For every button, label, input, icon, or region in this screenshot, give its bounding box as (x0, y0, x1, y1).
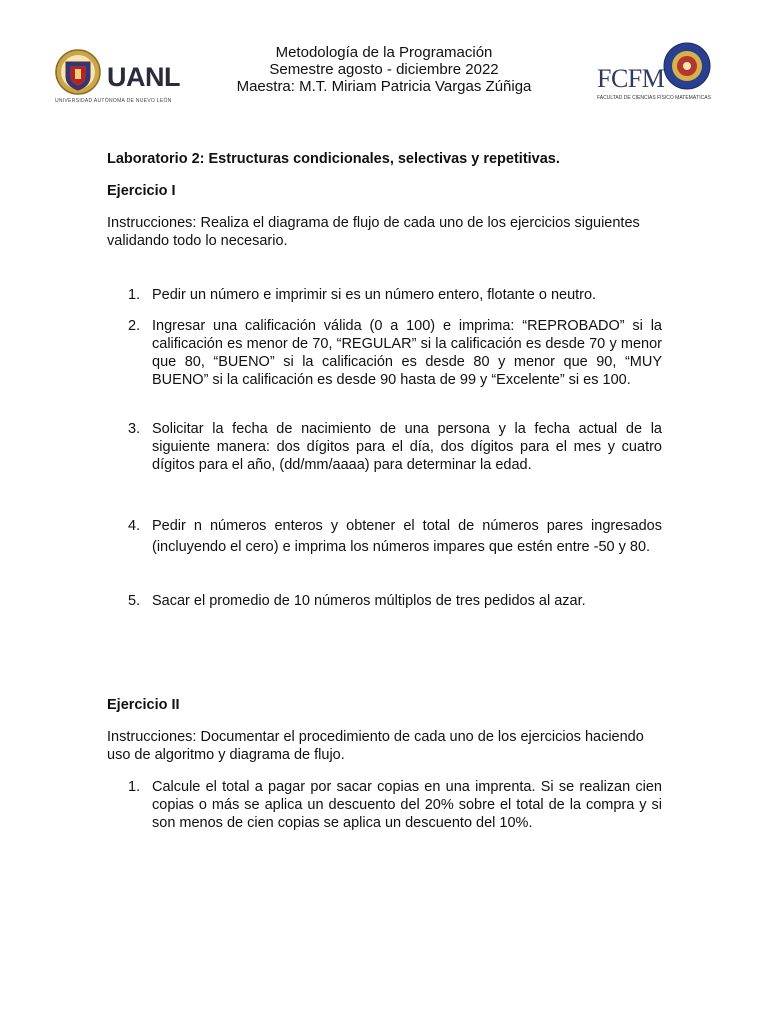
list-item-text: Pedir n números enteros y obtener el total de números pares ingresados (incluyendo el cero) e imprima los números impares que estén entre -50 y 80. (152, 518, 662, 555)
list-item (107, 286, 662, 304)
list-item-text: Calcule el total a pagar por sacar copias en una imprenta. Si se realizan cien copias o más se aplica un descuento del 20% sobre el total de la compra y si son menos de cien copias se aplica un descuento del 10%. (152, 779, 662, 831)
exercise-2-heading: Ejercicio II (107, 697, 180, 713)
header-semester: Semestre agosto - diciembre 2022 (269, 61, 499, 78)
list-item-number: 4. (128, 518, 141, 534)
lab-title: Laboratorio 2: Estructuras condicionales, selectivas y repetitivas. (107, 151, 560, 167)
uanl-logo-subtext: UNIVERSIDAD AUTÓNOMA DE NUEVO LEÓN (55, 98, 172, 104)
header-teacher: Maestra: M.T. Miriam Patricia Vargas Zúñiga (236, 78, 532, 95)
exercise-1-instructions: Instrucciones: Realiza el diagrama de flujo de cada uno de los ejercicios siguientes validando todo lo necesario. (107, 215, 640, 249)
fcfm-logo (595, 42, 715, 110)
list-item-text: Pedir un número e imprimir si es un número entero, flotante o neutro. (152, 287, 597, 303)
list-item-number: 2. (128, 318, 141, 334)
list-item (107, 516, 662, 558)
header-course: Metodología de la Programación (275, 44, 493, 61)
document-body (107, 150, 662, 832)
list-item-text: Sacar el promedio de 10 números múltiplos de tres pedidos al azar. (152, 593, 586, 609)
list-item-number: 3. (128, 421, 141, 437)
uanl-shield-icon (55, 44, 101, 100)
uanl-logo-text: UANL (107, 62, 180, 92)
exercise-2-list (107, 778, 662, 832)
fcfm-logo-text: FCFM (597, 64, 665, 93)
document-header (200, 44, 568, 95)
list-item (107, 592, 662, 610)
list-item (107, 317, 662, 389)
fcfm-seal-icon (663, 42, 711, 90)
list-item-number: 5. (128, 593, 141, 609)
list-item-number: 1. (128, 779, 141, 795)
list-item (107, 420, 662, 474)
uanl-logo (55, 40, 180, 110)
list-item (107, 778, 662, 832)
exercise-1-heading: Ejercicio I (107, 183, 176, 199)
list-item-text: Solicitar la fecha de nacimiento de una persona y la fecha actual de la siguiente manera: dos dígitos para el día, dos dígitos para el mes y cuatro dígitos para el año, (dd/mm/aaaa) para determinar la edad. (152, 421, 662, 473)
list-item-number: 1. (128, 287, 141, 303)
fcfm-logo-subtext: FACULTAD DE CIENCIAS FÍSICO MATEMÁTICAS (597, 95, 711, 101)
exercise-2-instructions: Instrucciones: Documentar el procedimiento de cada uno de los ejercicios haciendo uso de algoritmo y diagrama de flujo. (107, 729, 644, 763)
exercise-1-list (107, 286, 662, 610)
list-item-text: Ingresar una calificación válida (0 a 100) e imprima: “REPROBADO” si la calificación es menor de 70, “REGULAR” si la calificación es desde 70 y menor que 80, “BUENO” si la calificación es desde 80 y menor que 90, “MUY BUENO” si la calificación es desde 90 hasta de 99 y “Excelente” si es 100. (152, 318, 662, 388)
